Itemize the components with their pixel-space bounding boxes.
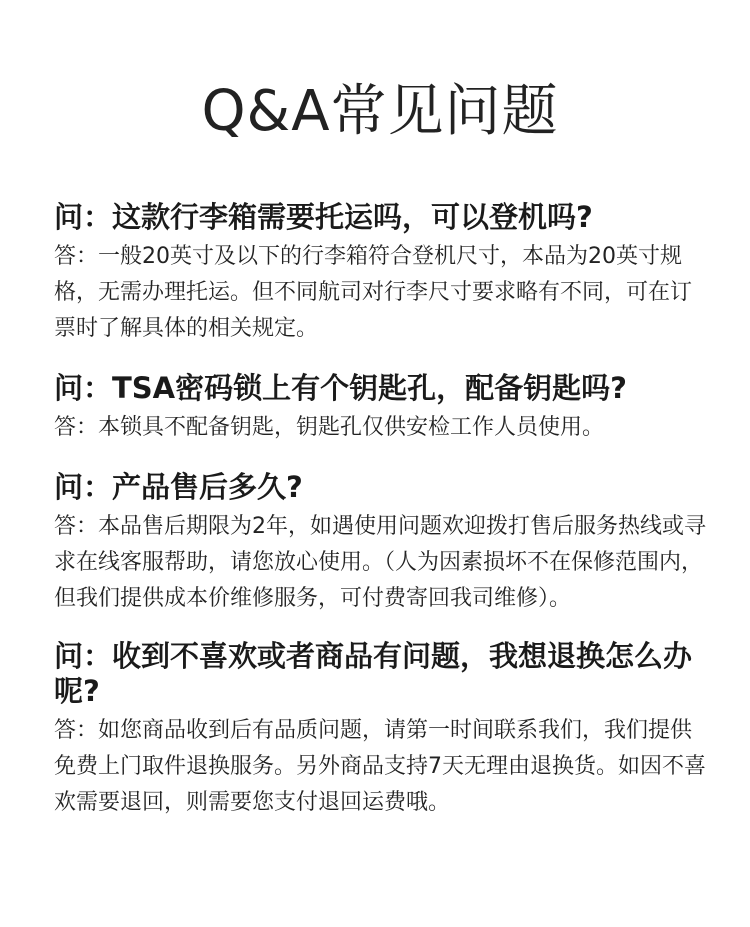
page-title: Q&A常见问题	[201, 79, 559, 144]
answer-text: 答：本品售后期限为2年，如遇使用问题欢迎拨打售后服务热线或寻求在线客服帮助，请您放心使用。（人为因素损坏不在保修范围内，但我们提供成本价维修服务，可付费寄回我司维修）。	[54, 514, 706, 611]
qa-item	[54, 639, 706, 821]
answer-text: 答：一般20英寸及以下的行李箱符合登机尺寸，本品为20英寸规格，无需办理托运。但不同航司对行李尺寸要求略有不同，可在订票时了解具体的相关规定。	[54, 244, 693, 341]
qa-list	[54, 200, 706, 821]
answer-text: 答：本锁具不配备钥匙，钥匙孔仅供安检工作人员使用。	[54, 415, 605, 440]
question-text: 问：收到不喜欢或者商品有问题，我想退换怎么办呢?	[54, 639, 693, 708]
question-text: 问：TSA密码锁上有个钥匙孔，配备钥匙吗?	[54, 371, 627, 405]
question-text: 问：产品售后多久?	[54, 470, 303, 504]
qa-item	[54, 371, 706, 446]
answer-text: 答：如您商品收到后有品质问题，请第一时间联系我们，我们提供免费上门取件退换服务。另外商品支持7天无理由退换货。如因不喜欢需要退回，则需要您支付退回运费哦。	[54, 718, 706, 815]
qa-item	[54, 200, 706, 347]
qa-item	[54, 470, 706, 617]
question-text: 问：这款行李箱需要托运吗，可以登机吗?	[54, 200, 593, 234]
